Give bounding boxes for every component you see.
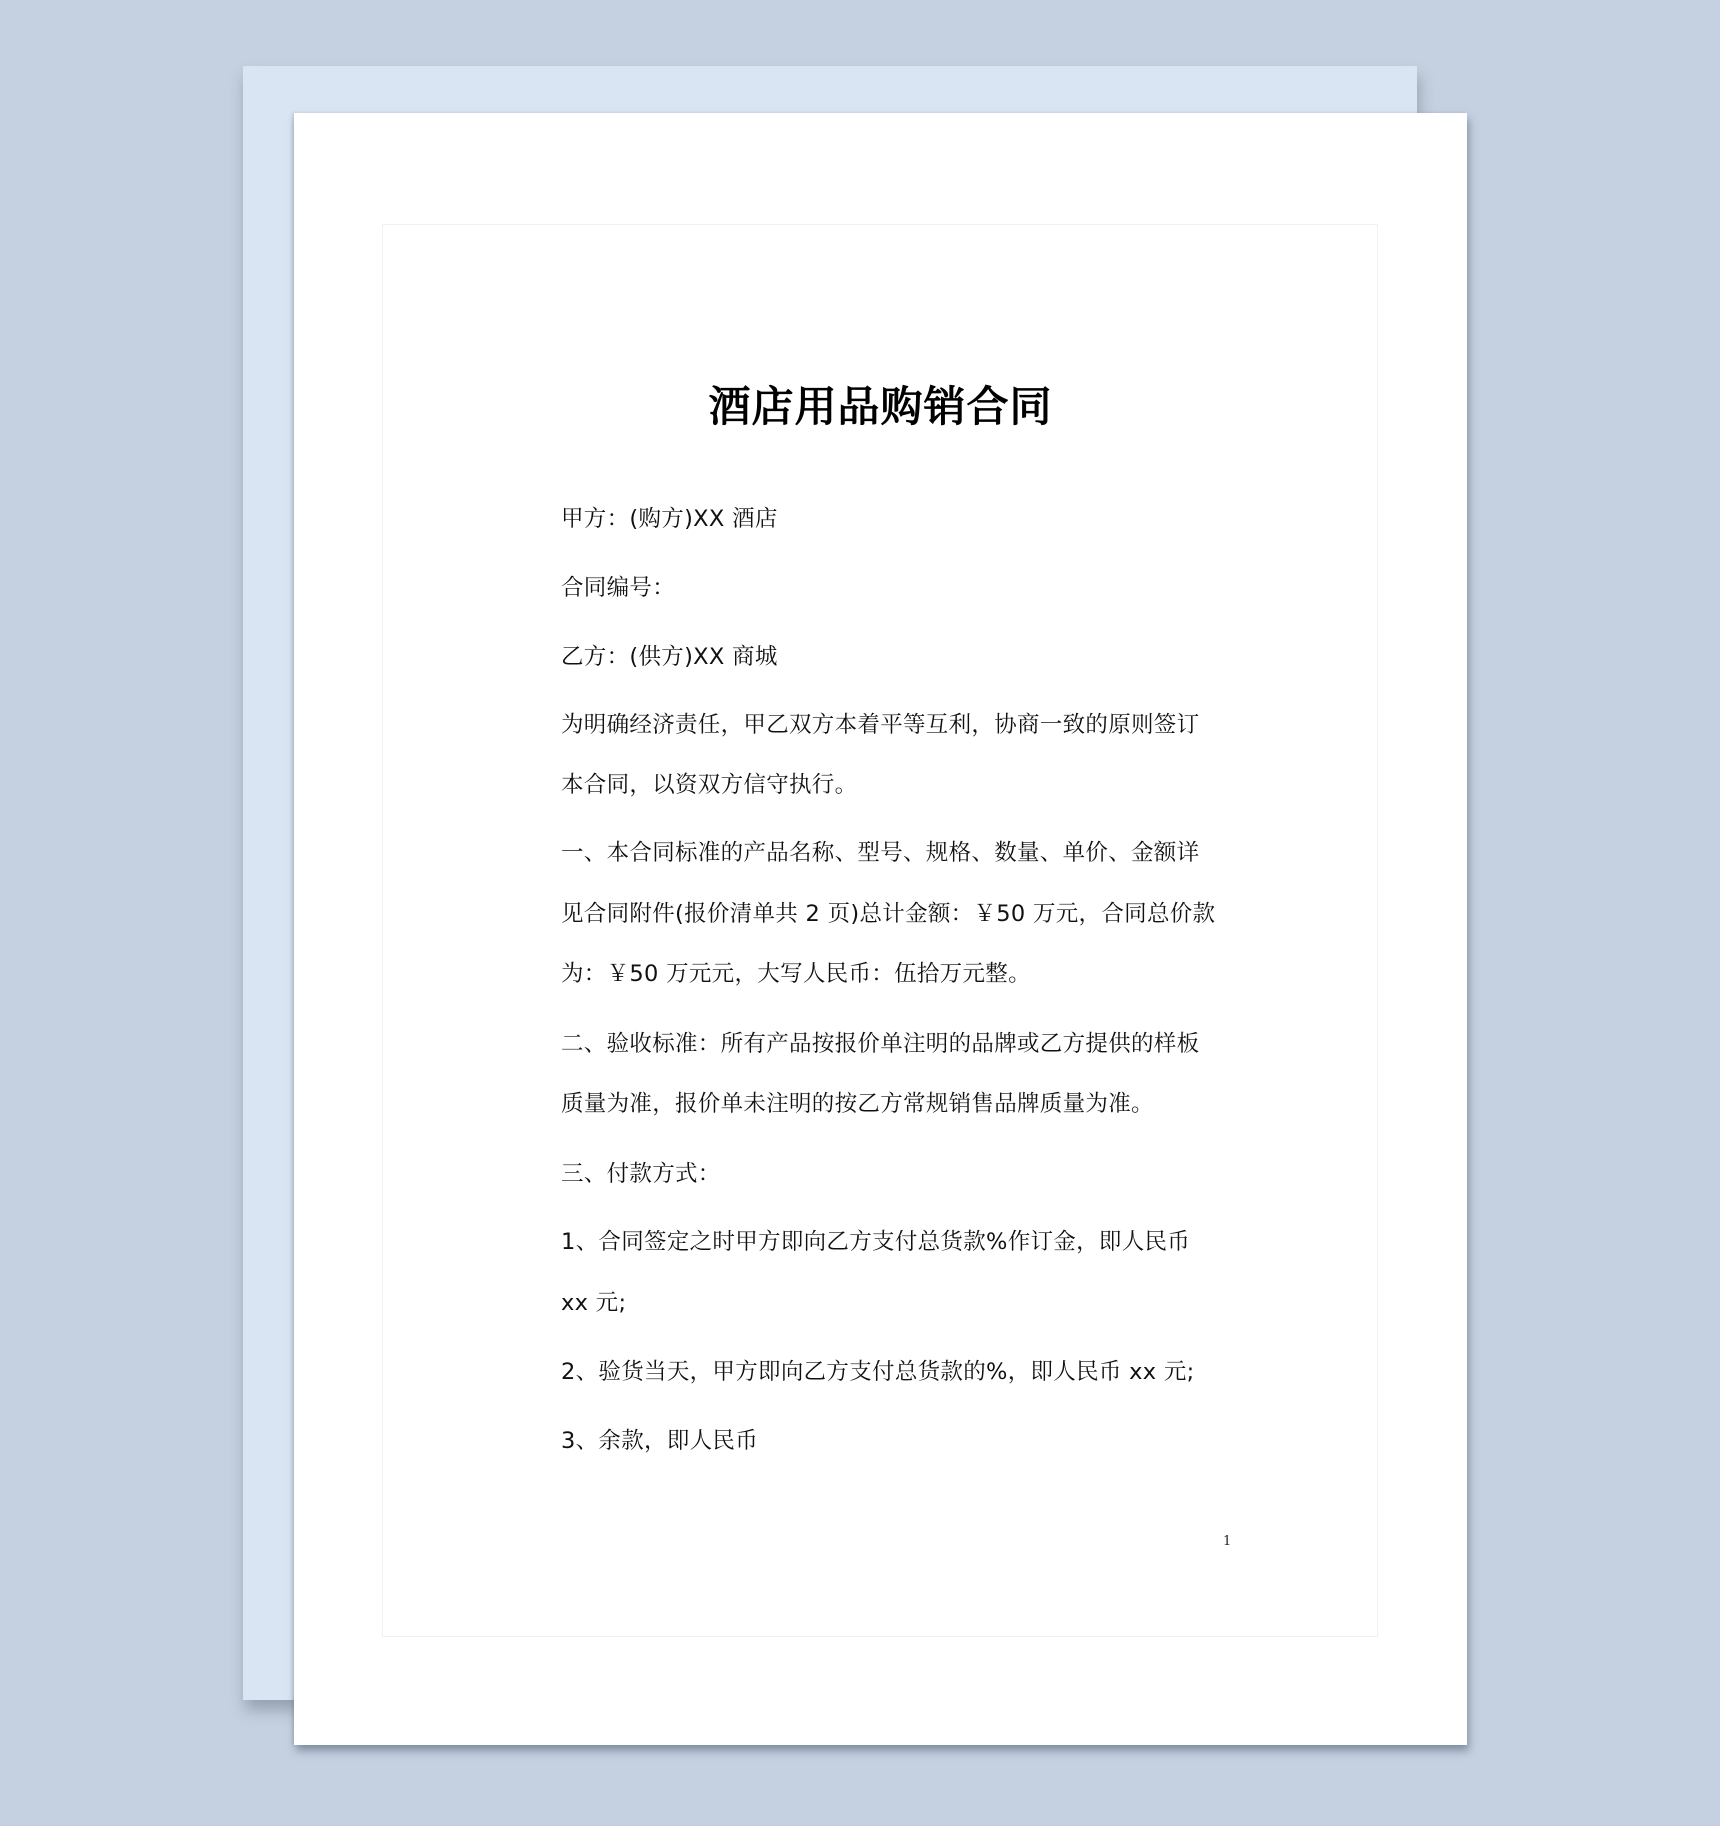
contract-number-line: 合同编号： xyxy=(561,575,676,601)
document-title: 酒店用品购销合同 xyxy=(708,382,1053,431)
clause-1-line-1: 一、本合同标准的产品名称、型号、规格、数量、单价、金额详 xyxy=(561,840,1200,866)
document-page xyxy=(294,113,1467,1745)
payment-item-2: 2、验货当天，甲方即向乙方支付总货款的%，即人民币 xx 元; xyxy=(561,1359,1195,1385)
preamble-line-2: 本合同，以资双方信守执行。 xyxy=(561,772,858,798)
payment-item-1-line-1: 1、合同签定之时甲方即向乙方支付总货款%作订金，即人民币 xyxy=(561,1229,1191,1255)
payment-item-3: 3、余款，即人民币 xyxy=(561,1428,759,1454)
party-a-line: 甲方：(购方)XX 酒店 xyxy=(561,506,778,532)
page-number: 1 xyxy=(1223,1534,1232,1549)
clause-2-line-2: 质量为准，报价单未注明的按乙方常规销售品牌质量为准。 xyxy=(561,1091,1154,1117)
payment-item-1-line-2: xx 元; xyxy=(561,1290,627,1316)
clause-2-line-1: 二、验收标准：所有产品按报价单注明的品牌或乙方提供的样板 xyxy=(561,1031,1200,1057)
clause-1-line-2: 见合同附件(报价清单共 2 页)总计金额：￥50 万元，合同总价款 xyxy=(561,901,1216,927)
clause-3-heading: 三、付款方式： xyxy=(561,1161,721,1187)
clause-1-line-3: 为：￥50 万元元，大写人民币：伍拾万元整。 xyxy=(561,961,1031,987)
page-margin-frame xyxy=(382,224,1378,1637)
preamble-line-1: 为明确经济责任，甲乙双方本着平等互利，协商一致的原则签订 xyxy=(561,712,1200,738)
party-b-line: 乙方：(供方)XX 商城 xyxy=(561,644,778,670)
